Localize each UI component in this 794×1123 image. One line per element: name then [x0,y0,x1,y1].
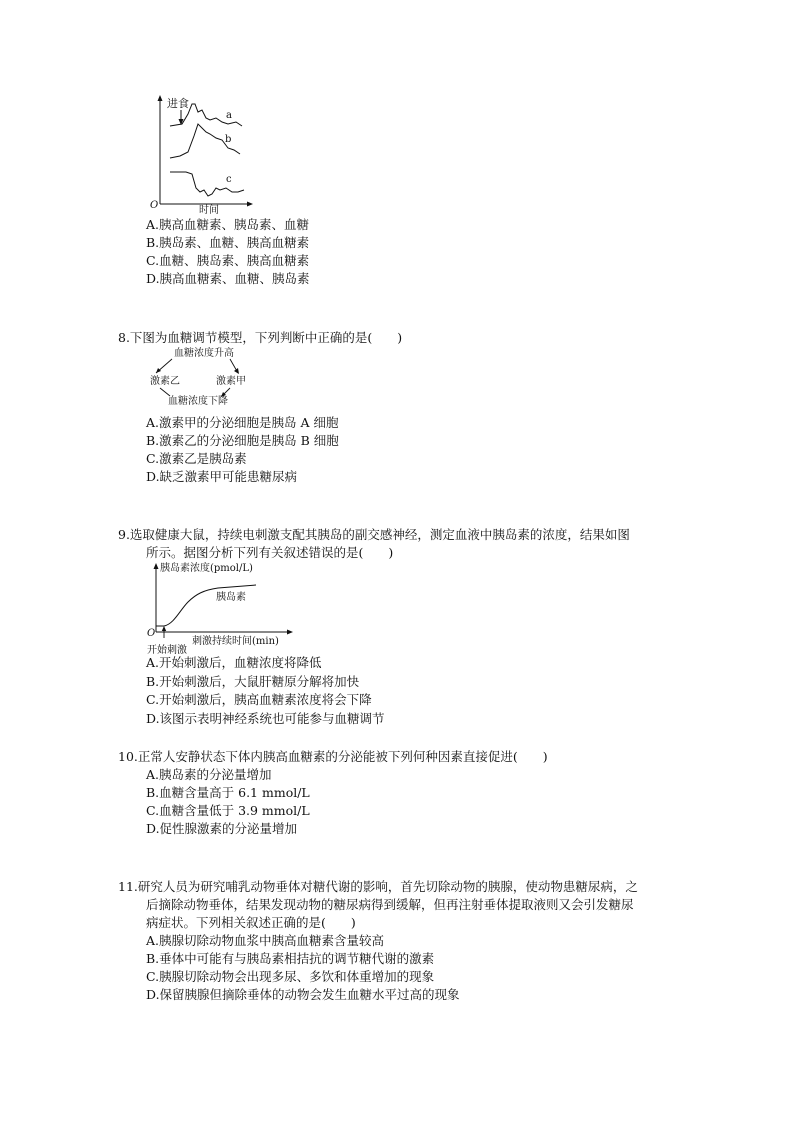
q10-option-a: A.胰岛素的分泌量增加 [146,767,272,782]
q9-ylabel: 胰岛素浓度(pmol/L) [160,563,253,574]
q9-origin: O [147,628,156,639]
q10-stem: 10.正常人安静状态下体内胰高血糖素的分泌能被下列何种因素直接促进( ) [118,749,548,764]
q9-x-arrow [287,630,293,635]
q7-label-origin: O [150,200,159,211]
q7-option-c: C.血糖、胰岛素、胰高血糖素 [146,253,310,268]
q9-y-arrow [154,563,159,569]
q9-start-label: 开始刺激 [147,645,187,656]
q9-option-a: A.开始刺激后，血糖浓度将降低 [146,655,322,670]
q9-series-label: 胰岛素 [216,592,246,603]
q8-option-a: A.激素甲的分泌细胞是胰岛 A 细胞 [146,415,339,430]
q11-stem-line1: 11.研究人员为研究哺乳动物垂体对糖代谢的影响，首先切除动物的胰腺，使动物患糖尿病，之 [118,879,638,894]
q9-option-d: D.该图示表明神经系统也可能参与血糖调节 [146,711,385,726]
q11-option-d: D.保留胰腺但摘除垂体的动物会发生血糖水平过高的现象 [146,987,460,1002]
q9-xlabel: 刺激持续时间(min) [192,636,279,647]
q8-figure [146,346,266,408]
q11-option-a: A.胰腺切除动物血浆中胰高血糖素含量较高 [146,933,385,948]
q7-option-a: A.胰高血糖素、胰岛素、血糖 [146,217,310,232]
q9-stem-line2: 所示。据图分析下列有关叙述错误的是( ) [146,545,394,560]
q7-label-a: a [226,110,232,121]
q8-label-left: 激素乙 [150,376,180,387]
q11-stem-line2: 后摘除动物垂体，结果发现动物的糖尿病得到缓解，但再注射垂体提取液则又会引发糖尿 [146,897,634,912]
q8-option-b: B.激素乙的分泌细胞是胰岛 B 细胞 [146,433,339,448]
q8-option-c: C.激素乙是胰岛素 [146,451,247,466]
q8-label-right: 激素甲 [216,376,246,387]
q10-option-b: B.血糖含量高于 6.1 mmol/L [146,785,310,800]
q7-label-feed: 进食 [167,97,189,110]
q9-option-c: C.开始刺激后，胰高血糖素浓度将会下降 [146,692,372,707]
q8-label-bottom: 血糖浓度下降 [168,396,228,407]
q9-option-b: B.开始刺激后，大鼠肝糖原分解将加快 [146,674,360,689]
q7-curve-c [170,172,244,196]
q8-label-top: 血糖浓度升高 [174,348,234,359]
q7-label-b: b [225,134,232,145]
q8-arrow-left-down [160,388,170,396]
q7-x-arrow [247,202,253,207]
q11-option-c: C.胰腺切除动物会出现多尿、多饮和体重增加的现象 [146,969,435,984]
q10-option-c: C.血糖含量低于 3.9 mmol/L [146,803,310,818]
q7-y-arrow [158,95,163,101]
q11-option-b: B.垂体中可能有与胰岛素相拮抗的调节糖代谢的激素 [146,951,435,966]
q10-option-d: D.促性腺激素的分泌量增加 [146,821,298,836]
q9-stem-line1: 9.选取健康大鼠，持续电刺激支配其胰岛的副交感神经，测定血液中胰岛素的浓度，结果如图 [118,527,630,542]
q8-option-d: D.缺乏激素甲可能患糖尿病 [146,469,298,484]
q7-label-x: 时间 [199,205,219,214]
q7-option-b: B.胰岛素、血糖、胰高血糖素 [146,235,310,250]
q9-start-arrowhead [162,626,166,631]
q11-stem-line3: 病症状。下列相关叙述正确的是( ) [146,915,356,930]
q8-stem: 8.下图为血糖调节模型，下列判断中正确的是( ) [118,330,403,345]
q7-label-c: c [226,174,232,185]
q7-figure [148,92,258,214]
q7-option-d: D.胰高血糖素、血糖、胰岛素 [146,271,310,286]
q9-figure [144,560,294,656]
q8-arrowhead-right-down [234,368,239,374]
